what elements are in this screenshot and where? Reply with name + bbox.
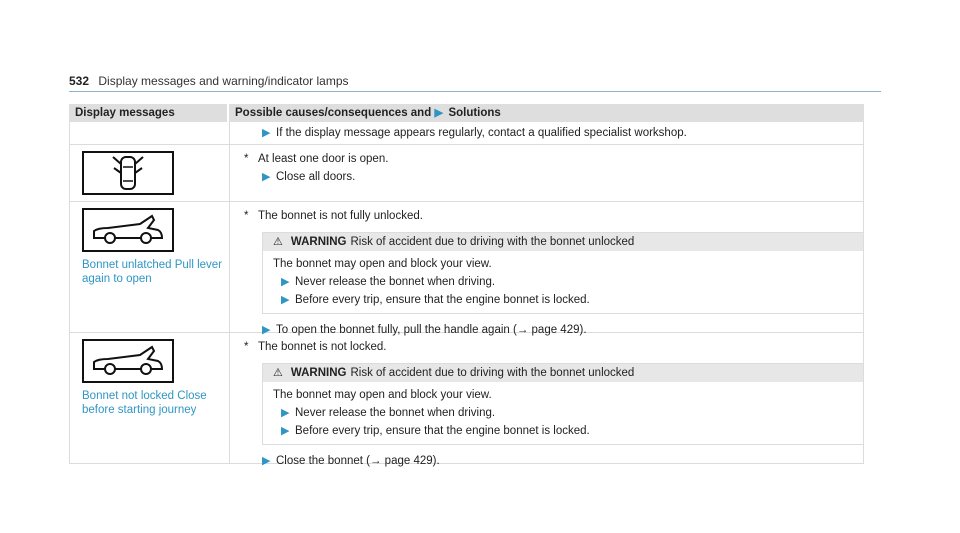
- cause-label: The bonnet is not fully unlocked.: [258, 210, 423, 222]
- solution-step-text: Close the bonnet (→ page 429).: [276, 455, 440, 467]
- solution-cell: [230, 333, 872, 467]
- solution-step-text: If the display message appears regularly, contact a qualified specialist workshop.: [276, 127, 687, 139]
- warning-step: [273, 404, 853, 422]
- message-cell: [70, 145, 230, 201]
- warning-step-text: Before every trip, ensure that the engine bonnet is locked.: [295, 294, 590, 306]
- display-messages-table: [69, 104, 864, 467]
- solution-step-text: Close all doors.: [276, 171, 356, 183]
- warning-body: [263, 382, 863, 444]
- bonnet-open-icon: [82, 208, 174, 252]
- cause-text: [244, 208, 864, 224]
- warning-header: [263, 233, 863, 251]
- bonnet-open-icon: [82, 339, 174, 383]
- column-header-solutions-label: Solutions: [448, 107, 501, 119]
- table-row: [69, 333, 864, 467]
- arrow-right-icon: ▶: [281, 425, 290, 437]
- cause-marker: *: [244, 341, 249, 353]
- display-message-text: Bonnet not locked Close before starting journey: [82, 390, 207, 416]
- warning-step: [273, 422, 853, 440]
- warning-body-text: The bonnet may open and block your view.: [273, 258, 492, 270]
- warning-box: [262, 232, 864, 314]
- arrow-right-icon: ▶: [281, 407, 290, 419]
- message-cell: [70, 202, 230, 332]
- cause-label: The bonnet is not locked.: [258, 341, 387, 353]
- cause-label: At least one door is open.: [258, 153, 389, 165]
- warning-triangle-icon: ⚠: [273, 367, 283, 379]
- warning-text: Risk of accident due to driving with the bonnet unlocked: [350, 367, 635, 379]
- arrow-right-icon: ▶: [262, 324, 271, 336]
- warning-box: [262, 363, 864, 445]
- cause-marker: *: [244, 153, 249, 165]
- solution-cell: [230, 202, 872, 336]
- page-title: Display messages and warning/indicator lamps: [98, 74, 349, 88]
- warning-triangle-icon: ⚠: [273, 236, 283, 248]
- arrow-right-icon: ▶: [262, 171, 271, 183]
- warning-body: [263, 251, 863, 313]
- arrow-right-icon: ▶: [262, 127, 271, 139]
- cause-text: [244, 339, 864, 355]
- display-message-text: Bonnet unlatched Pull lever again to open: [82, 259, 223, 285]
- column-header-display-messages: Display messages: [69, 98, 229, 128]
- warning-step-text: Before every trip, ensure that the engine bonnet is locked.: [295, 425, 590, 437]
- warning-step-text: Never release the bonnet when driving.: [295, 276, 496, 288]
- table-row: [69, 122, 864, 145]
- solution-cell: [230, 122, 863, 144]
- page-number: 532: [69, 74, 90, 88]
- warning-body-text: The bonnet may open and block your view.: [273, 389, 492, 401]
- solution-step: [244, 169, 855, 185]
- table-row: [69, 145, 864, 202]
- message-cell: [70, 333, 230, 463]
- warning-title: WARNING: [290, 367, 347, 379]
- arrow-right-icon: ▶: [434, 107, 443, 119]
- warning-title: WARNING: [290, 236, 347, 248]
- table-header: [69, 104, 864, 122]
- warning-step-text: Never release the bonnet when driving.: [295, 407, 496, 419]
- table-row: [69, 202, 864, 336]
- arrow-right-icon: ▶: [281, 276, 290, 288]
- warning-step: [273, 291, 853, 309]
- column-header-causes-label: Possible causes/consequences and: [235, 107, 432, 119]
- solution-step-text: To open the bonnet fully, pull the handle again (→ page 429).: [276, 324, 587, 336]
- cause-text: [244, 151, 855, 167]
- solution-step: [244, 125, 855, 141]
- page-header: [69, 73, 881, 92]
- warning-text: Risk of accident due to driving with the bonnet unlocked: [350, 236, 635, 248]
- warning-header: [263, 364, 863, 382]
- cause-marker: *: [244, 210, 249, 222]
- arrow-right-icon: ▶: [281, 294, 290, 306]
- warning-step: [273, 273, 853, 291]
- arrow-right-icon: ▶: [262, 455, 271, 467]
- solution-step: [244, 453, 864, 469]
- door-open-icon: [82, 151, 174, 195]
- message-cell: [70, 122, 230, 144]
- solution-cell: [230, 145, 863, 201]
